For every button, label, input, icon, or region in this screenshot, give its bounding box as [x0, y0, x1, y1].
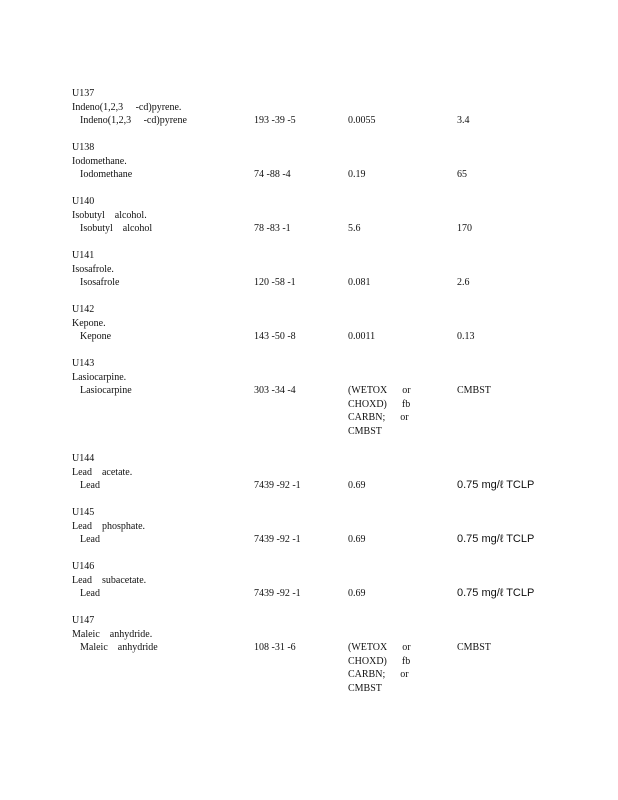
cas-number: 7439 -92 -1	[254, 534, 301, 545]
waste-entry-u140	[72, 195, 572, 236]
constituent-row	[72, 276, 572, 290]
wastewater-standard: 0.19	[348, 169, 366, 180]
waste-entry-u146	[72, 560, 572, 601]
nonwastewater-standard: 2.6	[457, 277, 470, 288]
nonwastewater-standard: CMBST	[457, 642, 491, 653]
waste-entry-u147	[72, 614, 572, 694]
constituent-row	[72, 114, 572, 128]
waste-code: U143	[72, 358, 95, 369]
cas-number: 303 -34 -4	[254, 385, 296, 396]
constituent-name: Lasiocarpine	[80, 385, 132, 396]
nonwastewater-standard: CMBST	[457, 385, 491, 396]
waste-name: Lead subacetate.	[72, 574, 147, 586]
waste-code: U147	[72, 615, 95, 626]
constituent-name: Isosafrole	[80, 277, 120, 288]
waste-name: Iodomethane.	[72, 155, 127, 167]
constituent-row	[72, 533, 572, 547]
waste-code: U140	[72, 196, 95, 207]
constituent-name: Lead	[80, 480, 100, 491]
waste-name: Maleic anhydride.	[72, 628, 153, 640]
waste-code: U145	[72, 507, 95, 518]
waste-entry-u138	[72, 141, 572, 182]
constituent-name: Kepone	[80, 331, 112, 342]
nonwastewater-standard: 170	[457, 223, 472, 234]
cas-number: 7439 -92 -1	[254, 588, 301, 599]
waste-name: Kepone.	[72, 317, 106, 329]
waste-entry-u141	[72, 249, 572, 290]
cas-number: 74 -88 -4	[254, 169, 291, 180]
constituent-row	[72, 222, 572, 236]
constituent-row	[72, 384, 572, 437]
waste-entry-u144	[72, 452, 572, 493]
constituent-row	[72, 479, 572, 493]
wastewater-standard: 0.0055	[348, 115, 376, 126]
cas-number: 7439 -92 -1	[254, 480, 301, 491]
cas-number: 120 -58 -1	[254, 277, 296, 288]
waste-code: U138	[72, 142, 95, 153]
waste-code: U141	[72, 250, 95, 261]
constituent-name: Isobutyl alcohol	[80, 223, 153, 234]
cas-number: 193 -39 -5	[254, 115, 296, 126]
waste-name: Indeno(1,2,3 -cd)pyrene.	[72, 101, 182, 113]
nonwastewater-standard: 0.75 mg/ℓ TCLP	[457, 587, 535, 599]
cas-number: 108 -31 -6	[254, 642, 296, 653]
nonwastewater-standard: 0.75 mg/ℓ TCLP	[457, 479, 535, 491]
waste-entry-u137	[72, 87, 572, 128]
nonwastewater-standard: 3.4	[457, 115, 470, 126]
cas-number: 78 -83 -1	[254, 223, 291, 234]
constituent-row	[72, 641, 572, 694]
nonwastewater-standard: 65	[457, 169, 467, 180]
wastewater-standard: 0.0011	[348, 331, 376, 342]
waste-name: Isobutyl alcohol.	[72, 209, 147, 221]
wastewater-standard: (WETOX or CHOXD) fb CARBN; or CMBST	[348, 642, 411, 694]
constituent-name: Maleic anhydride	[80, 642, 158, 653]
constituent-name: Iodomethane	[80, 169, 133, 180]
constituent-name: Indeno(1,2,3 -cd)pyrene	[80, 115, 187, 126]
constituent-row	[72, 587, 572, 601]
waste-name: Lead phosphate.	[72, 520, 146, 532]
waste-code: U144	[72, 453, 95, 464]
constituent-name: Lead	[80, 534, 100, 545]
wastewater-standard: 0.69	[348, 480, 366, 491]
waste-code: U137	[72, 88, 95, 99]
wastewater-standard: 0.69	[348, 534, 366, 545]
wastewater-standard: 0.081	[348, 277, 371, 288]
nonwastewater-standard: 0.13	[457, 331, 475, 342]
wastewater-standard: 5.6	[348, 223, 361, 234]
waste-code: U142	[72, 304, 95, 315]
wastewater-standard: (WETOX or CHOXD) fb CARBN; or CMBST	[348, 385, 411, 437]
constituent-row	[72, 168, 572, 182]
cas-number: 143 -50 -8	[254, 331, 296, 342]
constituent-row	[72, 330, 572, 344]
waste-name: Lasiocarpine.	[72, 371, 127, 383]
wastewater-standard: 0.69	[348, 588, 366, 599]
waste-name: Lead acetate.	[72, 466, 133, 478]
waste-entry-u145	[72, 506, 572, 547]
waste-code: U146	[72, 561, 95, 572]
waste-entry-u143	[72, 357, 572, 437]
waste-name: Isosafrole.	[72, 263, 114, 275]
waste-entry-u142	[72, 303, 572, 344]
constituent-name: Lead	[80, 588, 100, 599]
nonwastewater-standard: 0.75 mg/ℓ TCLP	[457, 533, 535, 545]
